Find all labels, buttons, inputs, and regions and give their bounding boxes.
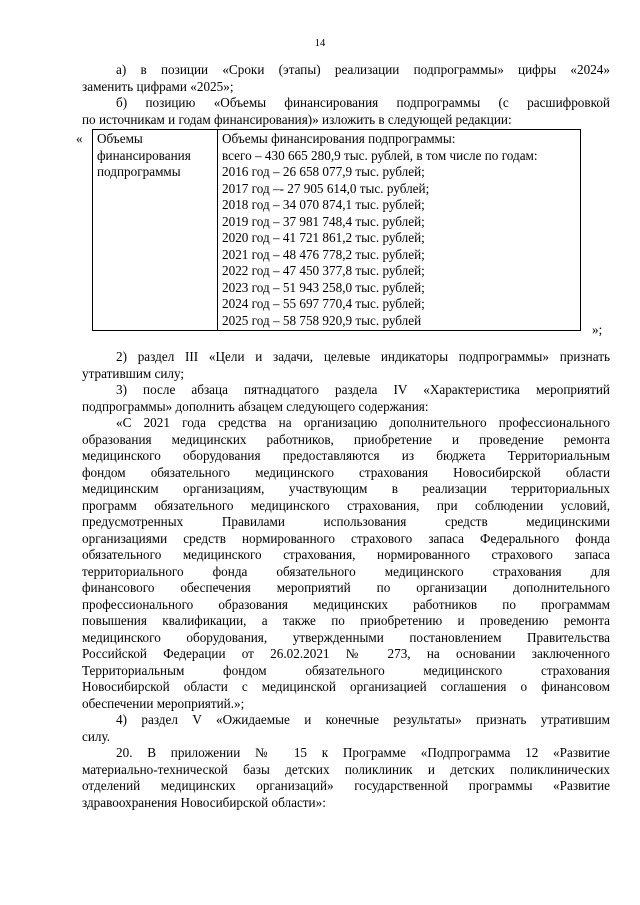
- value-line: 2017 год –- 27 905 614,0 тыс. рублей;: [222, 180, 430, 196]
- value-line: 2016 год – 26 658 077,9 тыс. рублей;: [222, 164, 425, 179]
- quote-line: фондом обязательного медицинского страхования Новосибирской области: [82, 464, 610, 480]
- label-line: финансирования: [97, 147, 191, 163]
- quote-line: «С 2021 года средства на организацию дополнительного профессионального: [116, 415, 610, 430]
- quote-line: организациями средств нормированного страхового запаса Федерального фонда: [82, 530, 610, 546]
- item-2-line-1: 2) раздел III «Цели и задачи, целевые индикаторы подпрограммы» признать: [116, 349, 610, 364]
- quote-line: Российской Федерации от 26.02.2021 № 273, на основании заключенного: [82, 646, 610, 661]
- page-number: 14: [314, 38, 326, 49]
- para-a-line-2: заменить цифрами «2025»;: [82, 78, 234, 94]
- funding-table: [92, 129, 581, 331]
- value-line: 2022 год – 47 450 377,8 тыс. рублей;: [222, 263, 425, 278]
- quote-line: предусмотренных Правилами использования средств медицинскими: [82, 514, 610, 529]
- table-cell-label: [93, 130, 218, 331]
- item-2-line-2: утратившим силу;: [82, 365, 185, 381]
- quote-line: повышения квалификации, а также по приобретению и проведению ремонта: [82, 613, 610, 628]
- value-line: Объемы финансирования подпрограммы:: [222, 131, 456, 146]
- quote-line: территориального фонда обязательного медицинского страхования для: [82, 563, 610, 579]
- item-20-line: 20. В приложении № 15 к Программе «Подпрограмма 12 «Развитие: [116, 745, 610, 760]
- item-4-line-1: 4) раздел V «Ожидаемые и конечные результаты» признать утратившим: [116, 712, 610, 727]
- funding-table-block: [76, 129, 610, 341]
- item-3-line-1: 3) после абзаца пятнадцатого раздела IV «Характеристика мероприятий: [116, 382, 610, 397]
- value-line: 2018 год – 34 070 874,1 тыс. рублей;: [222, 197, 425, 212]
- quote-open: «: [76, 131, 83, 146]
- value-line: 2020 год – 41 721 861,2 тыс. рублей;: [222, 230, 425, 245]
- quote-line: медицинского оборудования предоставляются из бюджета Территориальным: [82, 448, 610, 463]
- quote-last-line: обеспечении мероприятий.»;: [82, 695, 245, 711]
- quote-line: финансового обеспечения мероприятий по организации дополнительного: [82, 580, 610, 595]
- para-b-line-1: б) позицию «Объемы финансирования подпрограммы (с расшифровкой: [116, 95, 610, 110]
- value-line: всего – 430 665 280,9 тыс. рублей, в том числе по годам:: [222, 147, 538, 163]
- quote-line: программ обязательного медицинского страхования, при соблюдении условий,: [82, 497, 610, 513]
- quote-line: Территориальным фондом обязательного медицинского страхования: [82, 662, 610, 678]
- label-line: подпрограммы: [97, 164, 181, 179]
- item-4-line-2: силу.: [82, 728, 111, 744]
- quote-close: »;: [592, 322, 603, 337]
- quote-line: образования медицинских работников, приобретение и проведение ремонта: [82, 431, 610, 447]
- table-cell-values: [218, 130, 581, 331]
- item-20-line: материально-технической базы детских поликлиник и детских поликлинических: [82, 761, 610, 777]
- value-line: 2023 год – 51 943 258,0 тыс. рублей;: [222, 279, 425, 295]
- value-line: 2019 год – 37 981 748,4 тыс. рублей;: [222, 213, 425, 229]
- quote-line: профессионального образования медицинских работников по программам: [82, 596, 610, 612]
- item-20-line: отделений медицинских организаций» государственной программы «Развитие: [82, 778, 610, 793]
- item-20-last-line: здравоохранения Новосибирской области»:: [82, 794, 326, 810]
- para-a-line-1: а) в позиции «Сроки (этапы) реализации подпрограммы» цифры «2024»: [116, 62, 610, 77]
- para-b-line-2: по источникам и годам финансирования)» изложить в следующей редакции:: [82, 111, 512, 127]
- table-row: [93, 130, 581, 331]
- label-line: Объемы: [97, 131, 143, 146]
- quote-line: Новосибирской области с медицинской организацией соглашения о финансовом: [82, 679, 610, 694]
- item-3-line-2: подпрограммы» дополнить абзацем следующего содержания:: [82, 398, 429, 414]
- quote-line: медицинским организациям, участвующим в реализации территориальных: [82, 481, 610, 496]
- quote-line: обязательного медицинского страхования, нормированного страхового запаса: [82, 547, 610, 562]
- document-body: [76, 62, 610, 811]
- value-line: 2024 год – 55 697 770,4 тыс. рублей;: [222, 296, 425, 311]
- value-line: 2021 год – 48 476 778,2 тыс. рублей;: [222, 246, 425, 262]
- quote-line: медицинского оборудования, утвержденными постановлением Правительства: [82, 629, 610, 645]
- value-line: 2025 год – 58 758 920,9 тыс. рублей: [222, 312, 422, 328]
